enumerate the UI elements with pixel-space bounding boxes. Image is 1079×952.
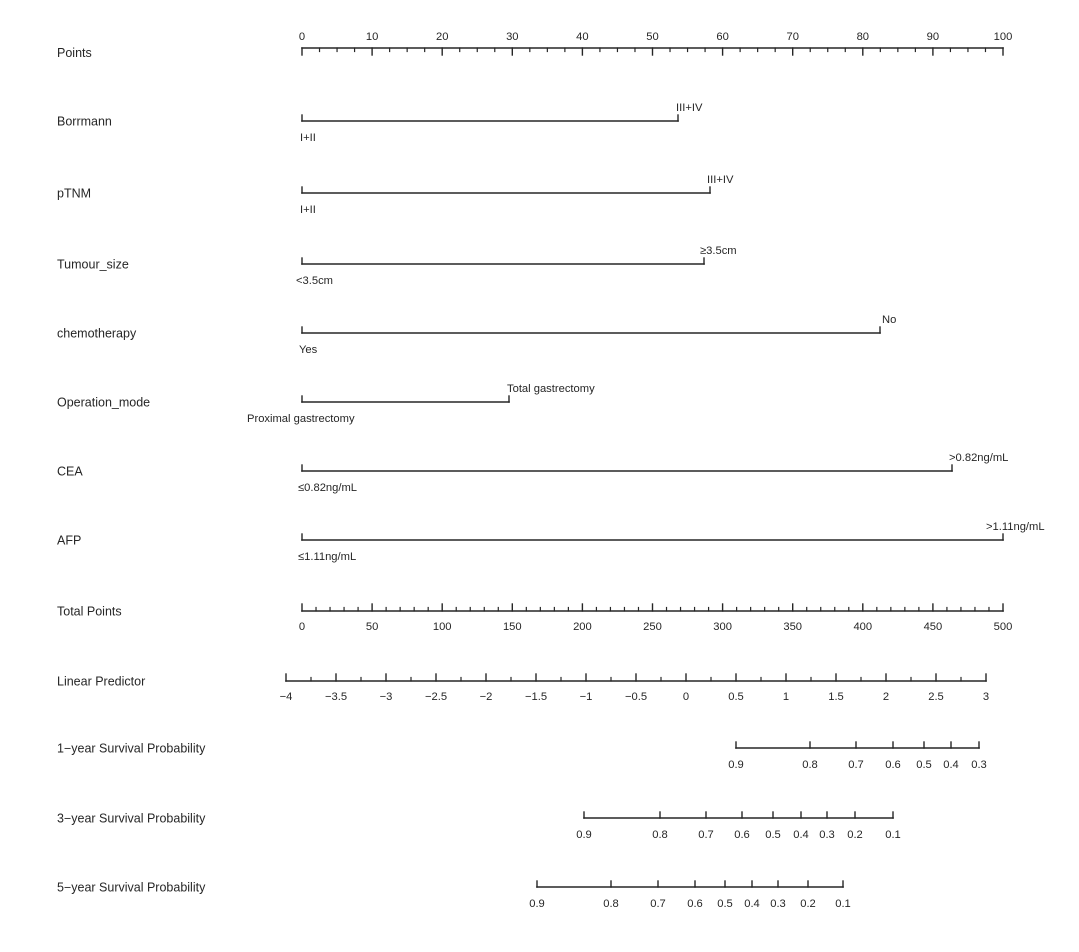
- tick-label: 10: [365, 31, 379, 43]
- tick-label: 0.9: [576, 829, 592, 841]
- tick-label: 70: [786, 31, 799, 43]
- tick-label: 0.8: [802, 759, 818, 771]
- row-borrmann: [57, 102, 703, 144]
- category-label-low: <3.5cm: [296, 275, 333, 287]
- row-label-cea: CEA: [57, 464, 83, 479]
- tick-label: 0.1: [885, 829, 901, 841]
- row-tumour-size: [57, 245, 737, 287]
- tick-label: 0.6: [885, 759, 901, 771]
- row-3-year-survival-probability: [57, 812, 901, 842]
- tick-label: 0.5: [728, 691, 744, 703]
- row-label-total-points: Total Points: [57, 604, 122, 619]
- tick-label: 0.5: [717, 898, 733, 910]
- row-label-1-year-survival-probability: 1−year Survival Probability: [57, 741, 206, 756]
- tick-label: 150: [502, 621, 522, 633]
- tick-label: 0.4: [793, 829, 809, 841]
- category-label-high: III+IV: [676, 102, 703, 114]
- tick-label: 200: [573, 621, 592, 633]
- row-1-year-survival-probability: [57, 742, 987, 772]
- row-cea: [57, 452, 1008, 494]
- tick-label: 1: [782, 691, 790, 703]
- tick-label: 0.4: [943, 759, 959, 771]
- tick-label: −2.5: [424, 691, 448, 703]
- category-label-high: III+IV: [707, 174, 734, 186]
- tick-label: 50: [365, 621, 379, 633]
- tick-label: −2: [479, 691, 493, 703]
- tick-label: 0.5: [765, 829, 781, 841]
- category-label-high: >0.82ng/mL: [949, 452, 1009, 464]
- tick-label: 2: [882, 691, 890, 703]
- row-label-3-year-survival-probability: 3−year Survival Probability: [57, 811, 206, 826]
- tick-label: 50: [646, 31, 659, 43]
- tick-label: 0.9: [529, 898, 545, 910]
- tick-label: 0.2: [800, 898, 816, 910]
- tick-label: 0.9: [728, 759, 744, 771]
- row-points: [57, 31, 1012, 60]
- category-label-low: Proximal gastrectomy: [247, 413, 355, 425]
- row-label-chemotherapy: chemotherapy: [57, 326, 137, 341]
- row-ptnm: [57, 174, 734, 216]
- tick-label: 80: [856, 31, 870, 43]
- tick-label: 0: [298, 31, 306, 43]
- row-label-linear-predictor: Linear Predictor: [57, 674, 146, 689]
- tick-label: 0.5: [916, 759, 932, 771]
- tick-label: 0.3: [971, 759, 987, 771]
- row-total-points: [57, 604, 1012, 633]
- tick-label: 0: [298, 621, 306, 633]
- row-label-points: Points: [57, 46, 92, 60]
- tick-label: −4: [279, 691, 293, 703]
- tick-label: 0.6: [734, 829, 750, 841]
- tick-label: 0.2: [847, 829, 863, 841]
- row-label-operation-mode: Operation_mode: [57, 395, 151, 410]
- tick-label: 3: [982, 691, 990, 703]
- tick-label: 0.3: [819, 829, 835, 841]
- tick-label: −3: [379, 691, 393, 703]
- category-label-low: ≤1.11ng/mL: [298, 551, 357, 563]
- tick-label: −0.5: [624, 691, 648, 703]
- category-label-high: ≥3.5cm: [700, 245, 737, 257]
- category-label-low: I+II: [300, 204, 316, 216]
- row-label-5-year-survival-probability: 5−year Survival Probability: [57, 880, 206, 895]
- row-label-afp: AFP: [57, 533, 82, 548]
- tick-label: 0.7: [848, 759, 864, 771]
- row-label-borrmann: Borrmann: [57, 114, 112, 129]
- tick-label: 0.4: [744, 898, 760, 910]
- tick-label: 0.7: [650, 898, 666, 910]
- tick-label: 300: [713, 621, 732, 633]
- tick-label: 0.8: [652, 829, 668, 841]
- tick-label: 30: [506, 31, 519, 43]
- row-operation-mode: [57, 383, 595, 425]
- tick-label: −1.5: [524, 691, 548, 703]
- tick-label: 90: [926, 31, 940, 43]
- tick-label: 0.7: [698, 829, 714, 841]
- tick-label: 2.5: [928, 691, 944, 703]
- tick-label: 0.8: [603, 898, 619, 910]
- tick-label: 350: [783, 621, 803, 633]
- row-chemotherapy: [57, 314, 896, 356]
- tick-label: 100: [993, 31, 1013, 43]
- tick-label: 1.5: [828, 691, 844, 703]
- tick-label: 60: [716, 31, 729, 43]
- row-label-tumour-size: Tumour_size: [57, 257, 129, 272]
- tick-label: 500: [993, 621, 1013, 633]
- row-linear-predictor: [57, 674, 989, 703]
- tick-label: 20: [435, 31, 449, 43]
- tick-label: 0.1: [835, 898, 851, 910]
- tick-label: 400: [853, 621, 873, 633]
- category-label-high: No: [882, 314, 897, 326]
- tick-label: 40: [576, 31, 589, 43]
- category-label-high: Total gastrectomy: [507, 383, 595, 395]
- tick-label: −1: [579, 691, 593, 703]
- tick-label: −3.5: [324, 691, 348, 703]
- category-label-low: I+II: [300, 132, 316, 144]
- category-label-high: >1.11ng/mL: [986, 521, 1045, 533]
- category-label-low: ≤0.82ng/mL: [298, 482, 358, 494]
- category-label-low: Yes: [299, 344, 318, 356]
- tick-label: 0.3: [770, 898, 786, 910]
- row-5-year-survival-probability: [57, 881, 851, 911]
- tick-label: 100: [432, 621, 452, 633]
- tick-label: 450: [923, 621, 943, 633]
- row-afp: [57, 521, 1045, 563]
- tick-label: 0: [682, 691, 690, 703]
- tick-label: 0.6: [687, 898, 703, 910]
- tick-label: 250: [643, 621, 662, 633]
- row-label-ptnm: pTNM: [57, 186, 92, 201]
